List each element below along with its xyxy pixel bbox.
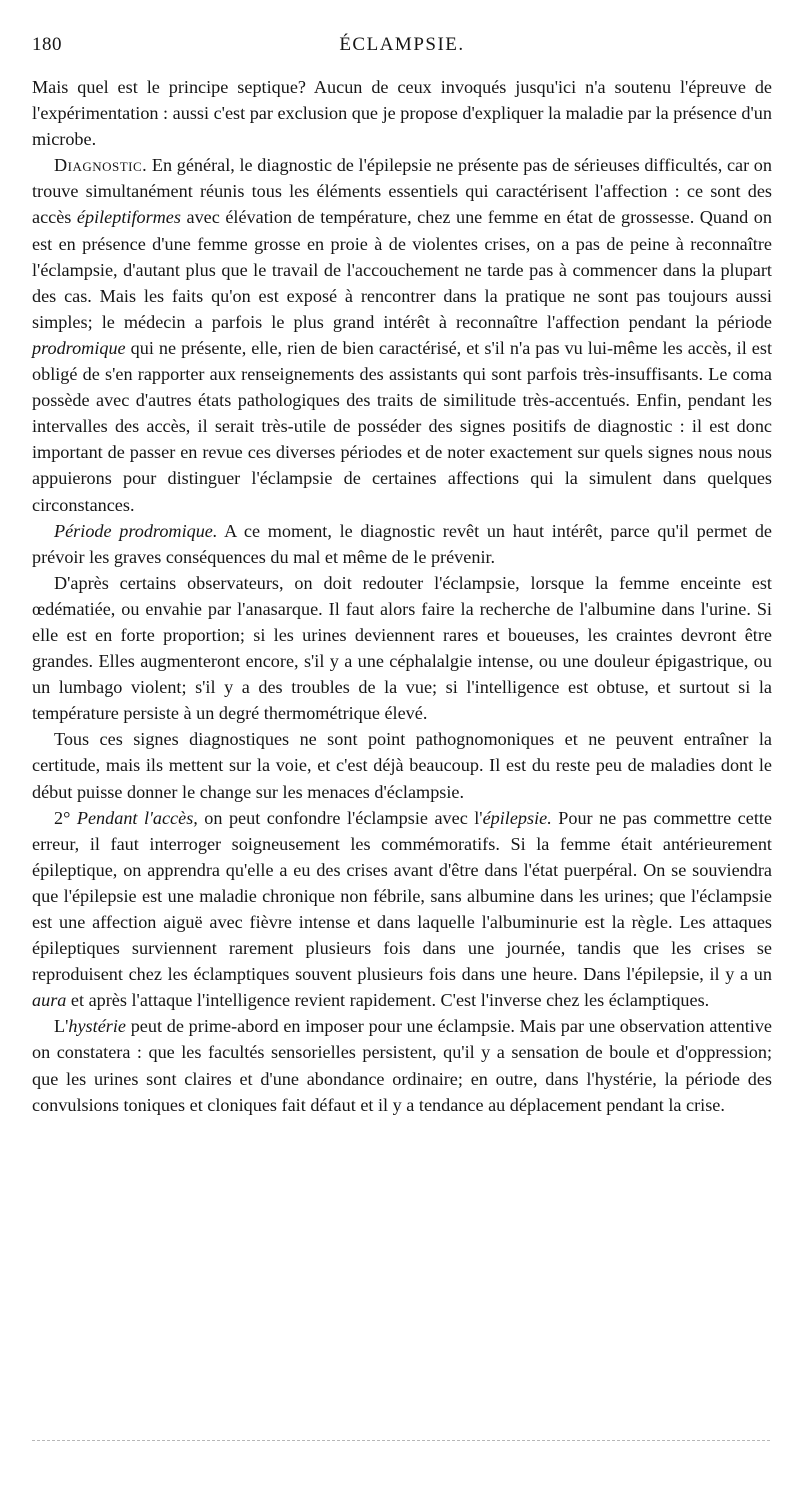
emphasis-epileptiformes: épileptiformes xyxy=(76,207,181,228)
emphasis-prodromique: prodromique xyxy=(32,337,126,358)
text-run: peut de prime-abord en imposer pour une éclampsie. Mais par une observation attentive on constatera : que les facultés sensorielles persistent, qu'il y a sensation de boule et d'oppression; que les urines sont claires et d'une abondance ordinaire; en outre, dans l'hystérie, la période des convulsions toniques et cloniques fait défaut et il y a tendance au déplacement pendant la crise. xyxy=(32,1016,772,1115)
section-heading-diagnostic: Diagnostic. xyxy=(54,155,148,176)
text-run: Pour ne pas commettre cette erreur, il faut interroger soigneusement les commémoratifs. Si la femme était antérieurement épileptique, on apprendra qu'elle a eu des crises avant d'être dans l'état puerpéral. On se souviendra que l'épilepsie est une maladie chronique non fébrile, sans albumine dans les urines; que l'éclampsie est une affection aiguë avec fièvre intense et dans laquelle l'albuminurie est la règle. Les attaques épileptiques surviennent rarement plusieurs fois dans une journée, tandis que les crises se reproduisent chez les éclamptiques souvent plusieurs fois dans une heure. Dans l'épilepsie, il y a un xyxy=(32,807,772,985)
paragraph-periode-prodromique xyxy=(32,518,772,570)
book-page xyxy=(32,34,772,1118)
paragraph-observateurs: D'après certains observateurs, on doit redouter l'éclampsie, lorsque la femme enceinte est œdématiée, ou envahie par l'anasarque. Il faut alors faire la recherche de l'albumine dans l'urine. Si elle est en forte proportion; si les urines deviennent rares et boueuses, les craintes devront être grandes. Elles augmenteront encore, s'il y a une céphalalgie intense, ou une douleur épigastrique, ou un lumbago violent; s'il y a des troubles de la vue; si l'intelligence est obtuse, et surtout si la température persiste à un degré thermométrique élevé. xyxy=(32,572,772,724)
text-run: et après l'attaque l'intelligence revient rapidement. C'est l'inverse chez les éclamptiques. xyxy=(66,990,710,1011)
paragraph-hysterie xyxy=(32,1013,772,1117)
subheading-periode-prodromique: Période prodromique. xyxy=(54,520,218,541)
body-text xyxy=(32,74,772,1118)
text-run: on peut confondre l'éclampsie avec l' xyxy=(197,807,483,828)
emphasis-epilepsie: épilepsie. xyxy=(482,807,552,828)
paragraph-diagnostic xyxy=(32,152,772,517)
item-number: 2° xyxy=(54,807,71,828)
subheading-pendant-acces: Pendant l'accès, xyxy=(76,807,198,828)
page-footer-rule xyxy=(32,1440,770,1441)
running-title: ÉCLAMPSIE. xyxy=(339,34,465,55)
page-number: 180 xyxy=(32,34,62,55)
text-run: A ce moment, le diagnostic revêt un haut intérêt, parce qu'il permet de prévoir les graves conséquences du mal et même de le prévenir. xyxy=(32,520,773,567)
paragraph-signes-diagnostiques: Tous ces signes diagnostiques ne sont point pathognomoniques et ne peuvent entraîner la certitude, mais ils mettent sur la voie, et c'est déjà beaucoup. Il est du reste peu de maladies dont le début puisse donner le change sur les menaces d'éclampsie. xyxy=(32,729,772,802)
emphasis-hysterie: hystérie xyxy=(68,1016,126,1037)
paragraph-septic-principle: Mais quel est le principe septique? Aucun de ceux invoqués jusqu'ici n'a soutenu l'épreuve de l'expérimentation : aussi c'est par exclusion que je propose d'expliquer la maladie par la présence d'un microbe. xyxy=(32,77,772,150)
text-run: qui ne présente, elle, rien de bien caractérisé, et s'il n'a pas vu lui-même les accès, il est obligé de s'en rapporter aux renseignements des assistants qui sont parfois très-insuffisants. Le coma possède avec d'autres états pathologiques des traits de similitude très-accentués. Enfin, pendant les intervalles des accès, il serait très-utile de posséder des signes positifs de diagnostic : il est donc important de passer en revue ces diverses périodes et de noter exactement sur quels signes nous nous appuierons pour distinguer l'éclampsie de certaines affections qui la simulent dans quelques circonstances. xyxy=(32,337,772,515)
text-run: En général, le diagnostic de l'épilepsie ne présente pas de sérieuses difficultés, car on trouve simultanément réunis tous les éléments essentiels qui caractérisent l'affection : ce sont des accès xyxy=(32,155,772,228)
emphasis-aura: aura xyxy=(32,990,67,1011)
paragraph-pendant-acces xyxy=(32,805,772,1014)
page-header xyxy=(32,34,772,64)
text-run: avec élévation de température, chez une femme en état de grossesse. Quand on est en présence d'une femme grosse en proie à de violentes crises, on a pas de peine à reconnaître l'éclampsie, d'autant plus que le travail de l'accouchement ne tarde pas à commencer dans la plupart des cas. Mais les faits qu'on est exposé à rencontrer dans la pratique ne sont pas toujours aussi simples; le médecin a parfois le plus grand intérêt à reconnaître l'affection pendant la période xyxy=(32,207,772,332)
text-run: L' xyxy=(54,1016,69,1037)
